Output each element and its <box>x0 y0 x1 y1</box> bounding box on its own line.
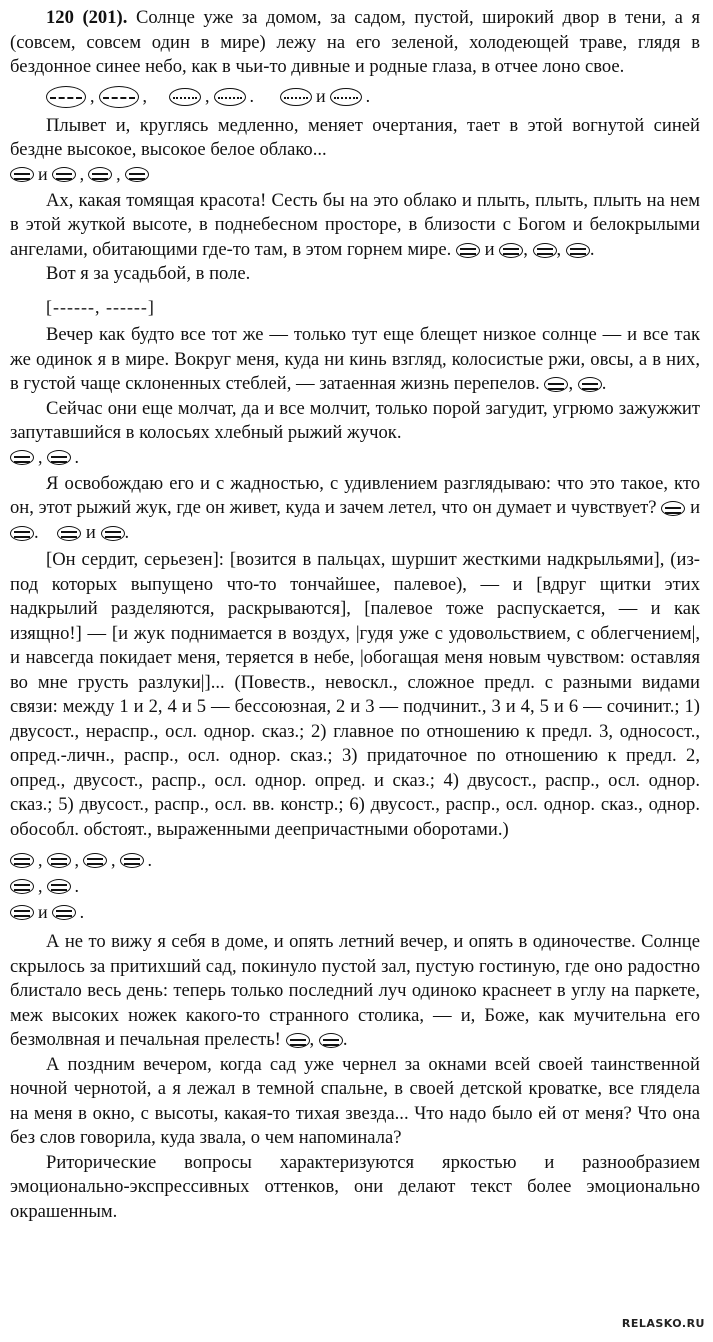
scheme-and: и <box>484 238 495 260</box>
scheme-row-4 <box>10 848 700 872</box>
scheme-comma: , <box>116 164 121 185</box>
scheme-comma: , <box>38 849 43 870</box>
scheme-comma: , <box>79 164 85 185</box>
scheme-period: . <box>34 521 39 543</box>
scheme-oval-icon <box>169 88 201 106</box>
scheme-oval-icon <box>10 879 34 894</box>
scheme-oval-icon <box>566 243 590 258</box>
paragraph-7-text: Я освобождаю его и с жадностью, с удивлением разглядываю: что это такое, кто он, этот рыжий жук, где он живет, куда и зачем летел, что он думает и чувствует? <box>10 472 700 518</box>
scheme-row-1 <box>46 82 700 112</box>
scheme-period: . <box>249 86 254 107</box>
scheme-period: . <box>365 86 371 107</box>
scheme-comma: , <box>142 86 147 107</box>
scheme-oval-icon <box>125 167 149 182</box>
scheme-row-2 <box>10 163 700 187</box>
scheme-oval-icon <box>52 167 76 182</box>
paragraph-2: Плывет и, круглясь медленно, меняет очертания, тает в этой вогнутой синей бездне высокое, высокое белое облако... <box>10 114 700 160</box>
paragraph-7 <box>10 472 700 546</box>
paragraph-4: Вот я за усадьбой, в поле. <box>46 263 251 284</box>
scheme-comma: , <box>38 447 43 468</box>
scheme-row-5 <box>10 874 700 898</box>
scheme-period: . <box>124 521 130 543</box>
document-page <box>10 6 700 1224</box>
paragraph-9 <box>10 930 700 1053</box>
paragraph-10: А поздним вечером, когда сад уже чернел за окнами всей своей таинственной ночной чернотой, а я лежал в темной спальне, в своей детской кроватке, все глядела на меня в окно, с высоты, какая-то тихая звезда... Что надо было ей от меня? Что она без слов говорила, куда звала, о чем напоминала? <box>10 1053 700 1148</box>
scheme-oval-icon <box>83 853 107 868</box>
scheme-comma: , <box>523 238 528 260</box>
scheme-oval-icon <box>47 853 71 868</box>
scheme-and: и <box>316 86 326 107</box>
scheme-row-6 <box>10 900 700 924</box>
scheme-oval-icon <box>57 526 81 541</box>
scheme-comma: , <box>309 1029 315 1050</box>
paragraph-3 <box>10 189 700 263</box>
paragraph-1 <box>10 6 700 80</box>
scheme-oval-icon <box>10 167 34 182</box>
scheme-oval-icon <box>10 526 34 541</box>
scheme-and: и <box>690 497 701 518</box>
scheme-period: . <box>342 1029 348 1050</box>
scheme-oval-icon <box>10 853 34 868</box>
scheme-period: . <box>147 849 152 870</box>
scheme-oval-icon <box>47 879 71 894</box>
scheme-and: и <box>85 521 96 543</box>
exercise-number: 120 (201). <box>46 7 128 28</box>
scheme-row-3 <box>10 446 700 470</box>
scheme-oval-icon <box>214 88 246 106</box>
scheme-oval-icon <box>88 167 112 182</box>
scheme-oval-icon <box>319 1033 343 1048</box>
watermark: RELASKO.RU <box>621 1316 705 1330</box>
paragraph-1-text: Солнце уже за домом, за садом, пустой, широкий двор в тени, а я (совсем, совсем один в мире) лежу на его зеленой, холодеющей траве, глядя в бездонное синее небо, как в чьи-то дивные и родные глаза, в отчее лоно свое. <box>10 7 700 77</box>
scheme-comma: , <box>556 238 562 260</box>
paragraph-5-text: Вечер как будто все тот же — только тут еще блещет низкое солнце — и все так же одинок я в мире. Вокруг меня, куда ни кинь взгляд, колосистые ржи, овсы, а в них, в густой чаще склоненных стеблей, — затаенная жизнь перепелов. <box>10 324 700 394</box>
scheme-oval-icon <box>47 450 71 465</box>
scheme-comma: , <box>568 373 574 394</box>
scheme-comma: , <box>38 875 43 896</box>
paragraph-8: [Он сердит, серьезен]: [возится в пальцах, шуршит жесткими надкрыльями], (из-под которых выпущено что-то тончайшее, палевое), — и [вдруг щитки этих надкрылий разделяются, раскрываются], [палевое тоже распускается, — и как изящно!] — [и жук поднимается в воздух, |гудя уже с удовольствием, с облегчением|, и навсегда покидает меня, теряется в небе, |обогащая меня новым чувством: оставляя во мне грусть разлуки|]... (Повеств., невоскл., сложное предл. с разными видами связи: между 1 и 2, 4 и 5 — бессоюзная, 2 и 3 — подчинит., 3 и 4, 5 и 6 — сочинит.; 1) двусост., нераспр., осл. однор. сказ.; 2) главное по отношению к предл. 3, односост., опред.-личн., распр., осл. однор. сказ.; 3) придаточное по отношению к предл. 2, опред., двусост., распр., осл. однор. опред. и сказ.; 4) двусост., распр., осл. однор. сказ.; 5) двусост., распр., осл. вв. констр.; 6) двусост., распр., осл. однор. сказ., однор. обособл. обстоят., выраженными деепричастными оборотами.) <box>10 549 700 840</box>
scheme-period: . <box>79 901 85 922</box>
paragraph-6: Сейчас они еще молчат, да и все молчит, только порой загудит, угрюмо зажужжит запутавшийся в колосьях хлебный рыжий жучок. <box>10 397 700 443</box>
scheme-oval-icon <box>99 86 139 108</box>
scheme-oval-icon <box>10 450 34 465</box>
paragraph-5 <box>10 323 700 397</box>
scheme-oval-icon <box>46 86 86 108</box>
scheme-comma: , <box>205 86 210 107</box>
scheme-period: . <box>74 875 79 896</box>
paragraph-3-text: Ах, какая томящая красота! Сесть бы на это облако и плыть, плыть, плыть на нем в этой жуткой высоте, в поднебесном просторе, в близости с Богом и белокрылыми ангелами, обитающими где-то там, в этом горнем мире. <box>10 189 700 260</box>
paragraph-11: Риторические вопросы характеризуются яркостью и разнообразием эмоционально-экспрессивных оттенков, они делают текст более эмоционально окрашенным. <box>10 1151 700 1222</box>
scheme-comma: , <box>74 849 79 870</box>
scheme-oval-icon <box>120 853 144 868</box>
scheme-oval-icon <box>578 377 602 392</box>
scheme-oval-icon <box>52 905 76 920</box>
scheme-oval-icon <box>533 243 557 258</box>
paragraph-9-text: А не то вижу я себя в доме, и опять летний вечер, и опять в одиночестве. Солнце скрылось за притихший сад, покинуло пустой зал, пустую гостиную, где оно радостно блистало весь день: теперь только последний луч одиноко краснеет в углу на паркете, меж высоких ножек какого-то странного столика, — и, Боже, как мучительна его безмолвная и печальная прелесть! <box>10 931 700 1050</box>
scheme-period: . <box>589 238 595 260</box>
scheme-period: . <box>601 373 607 394</box>
scheme-oval-icon <box>499 243 523 258</box>
scheme-oval-icon <box>661 501 685 516</box>
scheme-oval-icon <box>101 526 125 541</box>
scheme-oval-icon <box>330 88 362 106</box>
scheme-oval-icon <box>544 377 568 392</box>
scheme-oval-icon <box>10 905 34 920</box>
bracket-scheme: [------, ------] <box>46 296 155 317</box>
scheme-period: . <box>74 447 79 468</box>
scheme-oval-icon <box>280 88 312 106</box>
scheme-and: и <box>38 901 48 922</box>
scheme-oval-icon <box>456 243 480 258</box>
scheme-and: и <box>38 164 48 185</box>
scheme-comma: , <box>111 849 116 870</box>
scheme-oval-icon <box>286 1033 310 1048</box>
scheme-comma: , <box>90 86 95 107</box>
